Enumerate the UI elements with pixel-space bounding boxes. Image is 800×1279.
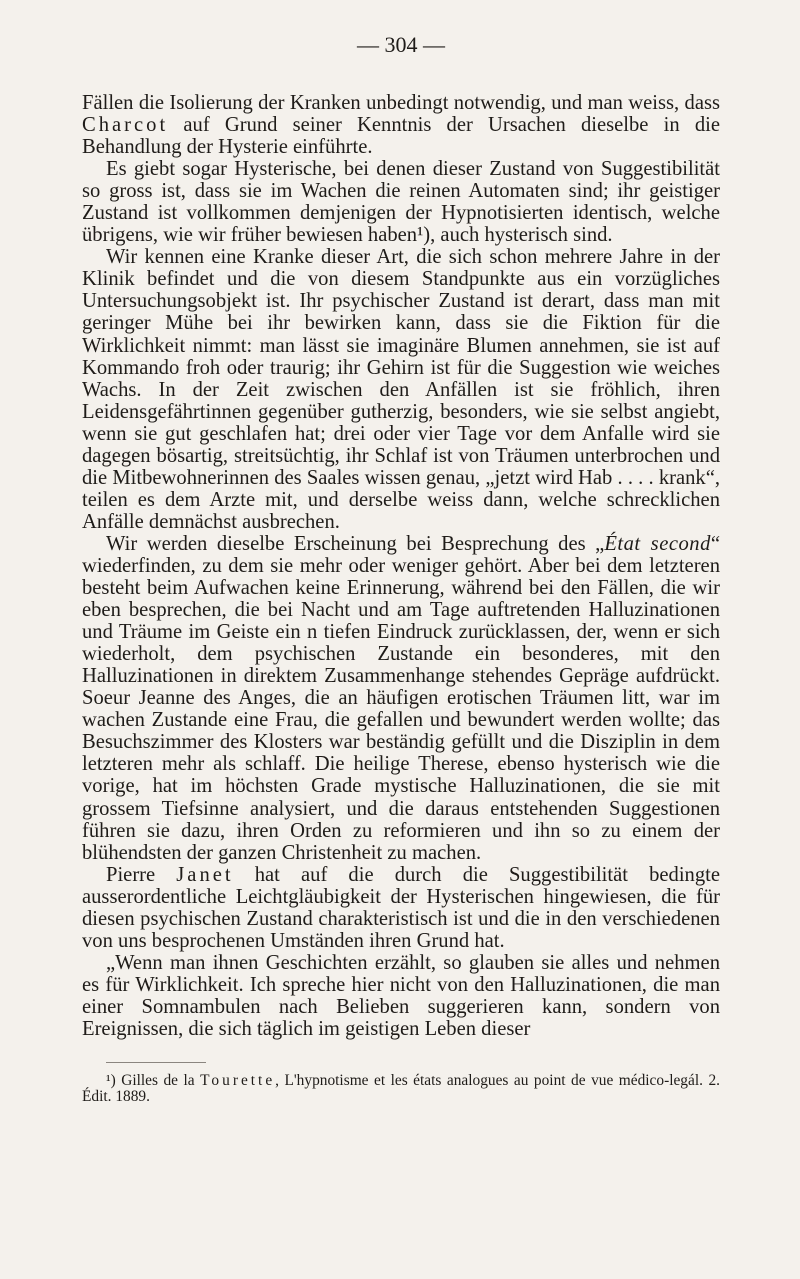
paragraph-text: Pierre Janet hat auf die durch die Suggestibilität bedingte ausserordentliche Leichtgläubigkeit der Hysterischen hingewiesen, die für diesen psychischen Zustand charakteristisch ist und die in den verschiedenen von uns besprochenen Umständen ihren Grund hat.: [82, 863, 720, 952]
paragraph: [82, 864, 720, 952]
paragraph: [82, 533, 720, 864]
paragraph-text: Fällen die Isolierung der Kranken unbedingt notwendig, und man weiss, dass Charcot auf Grund seiner Kenntnis der Ursachen dieselbe in die Behandlung der Hysterie einführte.: [82, 92, 720, 159]
paragraph-text: Wir werden dieselbe Erscheinung bei Besprechung des „État second“ wiederfinden, zu dem sie mehr oder weniger gehört. Aber bei dem letzteren besteht beim Aufwachen keine Erinnerung, während bei den Fällen, die wir eben besprechen, die bei Nacht und am Tage auftretenden Halluzinationen und Träume im Geiste ein n tiefen Eindruck zurücklassen, der, wenn er sich wiederholt, dem psychischen Zustande ein besonderes, mit den Halluzinationen in direktem Zusammenhange stehendes Gepräge aufdrückt. Soeur Jeanne des Anges, die an häufigen erotischen Träumen litt, war im wachen Zustande eine Frau, die gefallen und bewundert werden wollte; das Besuchszimmer des Klosters war beständig gefüllt und die Disziplin in dem letzteren mehr als schlaff. Die heilige Therese, ebenso hysterisch wie die vorige, hat im höchsten Grade mystische Halluzinationen, die sie mit grossem Tiefsinne analysiert, und die daraus entstehenden Suggestionen führen sie dazu, ihren Orden zu reformieren und ihn so zu einem der blühendsten der ganzen Christenheit zu machen.: [82, 532, 721, 864]
footnote-text: ¹) Gilles de la Tourette, L'hypnotisme et les états analogues au point de vue médico-legál. 2. Édit. 1889.: [82, 1072, 720, 1106]
paragraph: [82, 158, 720, 246]
footnote: [82, 1073, 720, 1105]
footnote-divider: [106, 1062, 206, 1063]
paragraph: [82, 246, 720, 533]
paragraph-text: „Wenn man ihnen Geschichten erzählt, so glauben sie alles und nehmen es für Wirklichkeit. Ich spreche hier nicht von den Halluzinationen, die man einer Somnambulen nach Belieben suggerieren kann, sondern von Ereignissen, die sich täglich im geistigen Leben dieser: [82, 951, 720, 1040]
paragraph-text: Es giebt sogar Hysterische, bei denen dieser Zustand von Suggestibilität so gross ist, dass sie im Wachen die reinen Automaten sind; ihr geistiger Zustand ist vollkommen demjenigen der Hypnotisierten identisch, welche übrigens, wie wir früher bewiesen haben¹), auch hysterisch sind.: [82, 158, 720, 247]
body-text: [82, 92, 720, 1040]
page-number: — 304 —: [357, 32, 445, 57]
paragraph: [82, 952, 720, 1040]
paragraph: [82, 92, 720, 158]
paragraph-text: Wir kennen eine Kranke dieser Art, die sich schon mehrere Jahre in der Klinik befindet und die von diesem Standpunkte aus ein vorzügliches Untersuchungsobjekt ist. Ihr psychischer Zustand ist derart, dass man mit geringer Mühe bei ihr bewirken kann, dass sie die Fiktion für die Wirklichkeit nimmt: man lässt sie imaginäre Blumen annehmen, sie ist auf Kommando froh oder traurig; ihr Gehirn ist für die Suggestion wie weiches Wachs. In der Zeit zwischen den Anfällen ist sie fröhlich, ihren Leidensgefährtinnen gegenüber gutherzig, besonders, wie sie selbst angiebt, wenn sie gut geschlafen hat; drei oder vier Tage vor dem Anfalle wird sie dagegen bösartig, streitsüchtig, ihr Schlaf ist von Träumen unterbrochen und die Mitbewohnerinnen des Saales wissen genau, „jetzt wird Hab . . . . krank“, teilen es dem Arzte mit, und derselbe weiss dann, welche schrecklichen Anfälle demnächst ausbrechen.: [82, 246, 720, 533]
